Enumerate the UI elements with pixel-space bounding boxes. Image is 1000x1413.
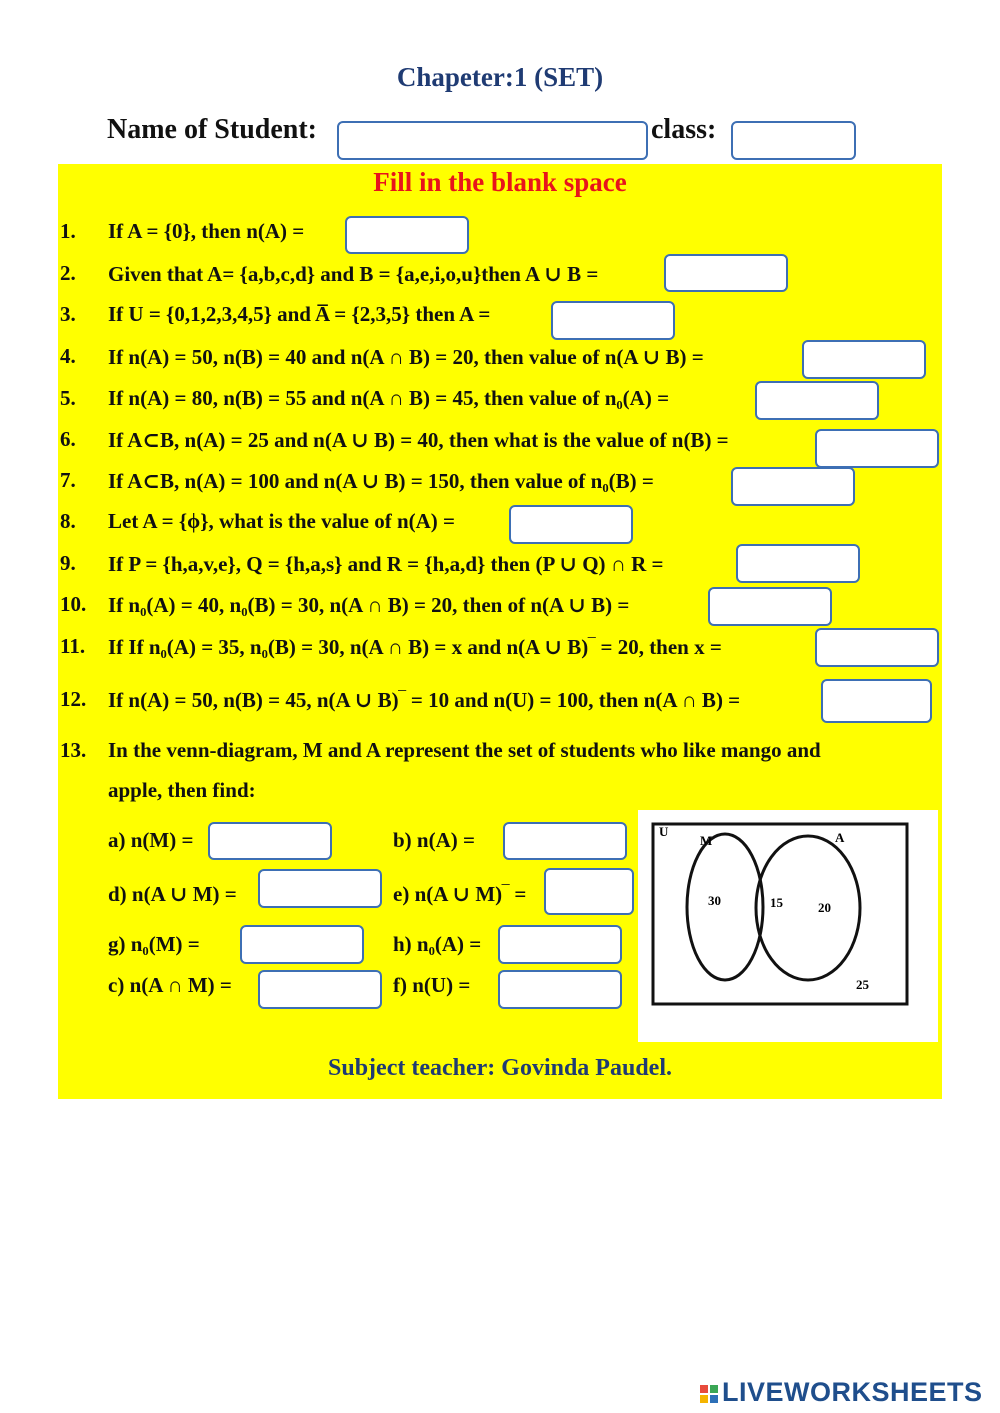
answer-input-10[interactable] xyxy=(708,587,832,626)
question-number: 11. xyxy=(60,634,86,658)
answer-input-h[interactable] xyxy=(498,925,622,964)
answer-input-e[interactable] xyxy=(544,868,634,915)
student-name-input[interactable] xyxy=(337,121,648,160)
answer-input-f[interactable] xyxy=(498,970,622,1009)
answer-input-b[interactable] xyxy=(503,822,627,860)
instructions-heading: Fill in the blank space xyxy=(373,167,627,197)
answer-input-1[interactable] xyxy=(345,216,469,254)
question-text-continued: apple, then find: xyxy=(108,778,256,802)
venn-a-label: A xyxy=(835,830,845,845)
liveworksheets-brand xyxy=(700,1377,1000,1407)
question-text: If n(A) = 50, n(B) = 40 and n(A ∩ B) = 20, then value of n(A ∪ B) = xyxy=(108,345,704,369)
liveworksheets-logo-icon xyxy=(700,1379,718,1397)
question-text: If A⊂B, n(A) = 25 and n(A ∪ B) = 40, then what is the value of n(B) = xyxy=(108,428,729,452)
question-text: If P = {h,a,v,e}, Q = {h,a,s} and R = {h,a,d} then (P ∪ Q) ∩ R = xyxy=(108,552,664,576)
answer-input-g[interactable] xyxy=(240,925,364,964)
question-number: 5. xyxy=(60,386,76,410)
question-text: If A⊂B, n(A) = 100 and n(A ∪ B) = 150, then value of n₀(B) = xyxy=(108,469,654,493)
name-label: Name of Student: xyxy=(107,114,317,145)
question-text: In the venn-diagram, M and A represent the set of students who like mango and xyxy=(108,738,821,762)
worksheet-title: Chapeter:1 (SET) xyxy=(396,62,604,92)
question-text: If A = {0}, then n(A) = xyxy=(108,219,305,243)
question-number: 8. xyxy=(60,509,76,533)
liveworksheets-brand-text: LIVEWORKSHEETS xyxy=(722,1377,983,1407)
question-text: If U = {0,1,2,3,4,5} and A̅ = {2,3,5} then A = xyxy=(108,302,491,326)
venn-only-m-value: 30 xyxy=(708,893,721,908)
question-number: 12. xyxy=(60,687,87,711)
venn-diagram-svg xyxy=(638,810,938,1042)
question-number: 2. xyxy=(60,261,76,285)
class-input[interactable] xyxy=(731,121,856,160)
answer-input-4[interactable] xyxy=(802,340,926,379)
question-number: 9. xyxy=(60,551,76,575)
question-text: Given that A= {a,b,c,d} and B = {a,e,i,o,u}then A ∪ B = xyxy=(108,262,599,286)
answer-input-a[interactable] xyxy=(208,822,332,860)
question-number: 7. xyxy=(60,468,76,492)
answer-input-6[interactable] xyxy=(815,429,939,468)
subq-d-label: d) n(A ∪ M) = xyxy=(108,882,237,906)
answer-input-12[interactable] xyxy=(821,679,932,723)
question-number: 1. xyxy=(60,219,76,243)
venn-outside-value: 25 xyxy=(856,977,869,992)
answer-input-3[interactable] xyxy=(551,301,675,340)
answer-input-2[interactable] xyxy=(664,254,788,292)
answer-input-5[interactable] xyxy=(755,381,879,420)
venn-only-a-value: 20 xyxy=(818,900,831,915)
subq-e-label: e) n(A ∪ M)‾ = xyxy=(393,882,527,906)
question-number: 10. xyxy=(60,592,87,616)
question-text: If n(A) = 50, n(B) = 45, n(A ∪ B)‾ = 10 and n(U) = 100, then n(A ∩ B) = xyxy=(108,688,741,712)
question-number: 3. xyxy=(60,302,76,326)
subq-g-label: g) n₀(M) = xyxy=(108,932,200,956)
venn-universe-label: U xyxy=(659,824,669,839)
question-text: If n(A) = 80, n(B) = 55 and n(A ∩ B) = 45, then value of n₀(A) = xyxy=(108,386,670,410)
teacher-credit: Subject teacher: Govinda Paudel. xyxy=(328,1055,672,1081)
question-number: 6. xyxy=(60,427,76,451)
question-number: 4. xyxy=(60,344,76,368)
answer-input-9[interactable] xyxy=(736,544,860,583)
subq-a-label: a) n(M) = xyxy=(108,828,194,852)
question-text: Let A = {ϕ}, what is the value of n(A) = xyxy=(108,509,456,533)
question-text: If n₀(A) = 40, n₀(B) = 30, n(A ∩ B) = 20, then of n(A ∪ B) = xyxy=(108,593,630,617)
venn-m-label: M xyxy=(700,833,713,848)
subq-b-label: b) n(A) = xyxy=(393,828,475,852)
answer-input-c[interactable] xyxy=(258,970,382,1009)
answer-input-7[interactable] xyxy=(731,467,855,506)
venn-diagram xyxy=(638,810,938,1042)
class-label: class: xyxy=(651,114,717,145)
answer-input-d[interactable] xyxy=(258,869,382,908)
answer-input-8[interactable] xyxy=(509,505,633,544)
subq-h-label: h) n₀(A) = xyxy=(393,932,482,956)
subq-c-label: c) n(A ∩ M) = xyxy=(108,973,232,997)
subq-f-label: f) n(U) = xyxy=(393,973,471,997)
question-number: 13. xyxy=(60,738,87,762)
answer-input-11[interactable] xyxy=(815,628,939,667)
question-text: If If n₀(A) = 35, n₀(B) = 30, n(A ∩ B) = x and n(A ∪ B)‾ = 20, then x = xyxy=(108,635,722,659)
venn-intersection-value: 15 xyxy=(770,895,783,910)
